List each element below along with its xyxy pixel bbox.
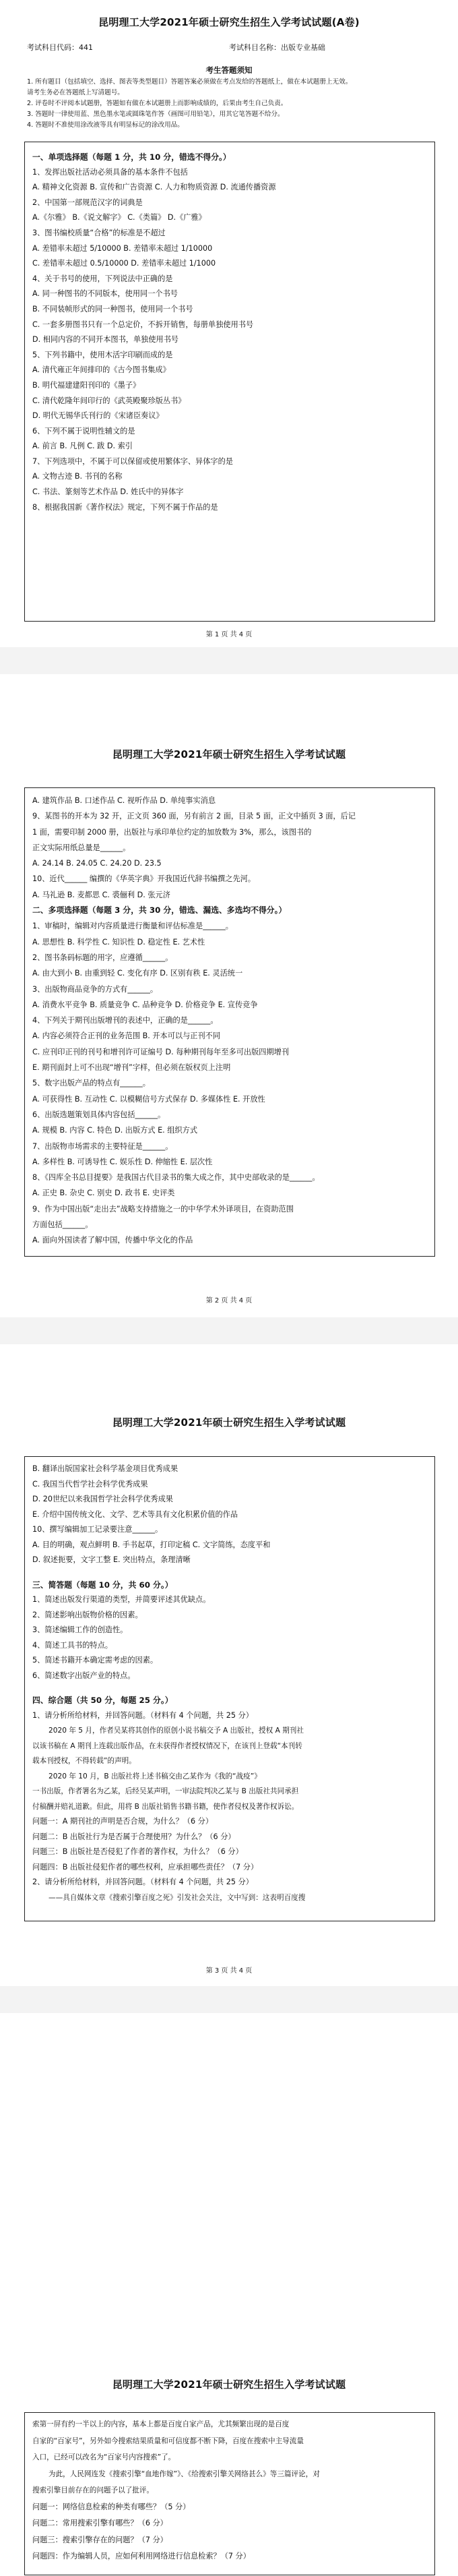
- question-line: 问题四：B 出版社侵犯作者的哪些权利，应承担哪些责任？（7 分）: [32, 1862, 259, 1871]
- question-line: 9、某图书的开本为 32 开，正文页 360 面，另有前言 2 面，目录 5 面，正文中插页 3 面，后记: [32, 812, 356, 821]
- material-line: 入口，已经可以改名为“百家号内容搜索”了。: [32, 2453, 176, 2461]
- notice-title: 考生答题须知: [205, 65, 253, 75]
- material-line: 2020 年 10 月，B 出版社将上述书稿交由乙某作为《我的“战疫”》: [48, 1772, 261, 1780]
- question-line: B. 明代福建建阳刊印的《墨子》: [32, 380, 141, 390]
- question-line: 3、图书编校质量“合格”的标准是不超过: [32, 228, 166, 237]
- question-line: D. 20世纪以来我国哲学社会科学优秀成果: [32, 1495, 173, 1503]
- question-line: 7、下列选项中，不属于可以保留或使用繁体字、异体字的是: [32, 456, 233, 466]
- question-line: 2、图书条码标题的用字，应遵循______。: [32, 953, 173, 962]
- page-footer: 第 3 页 共 4 页: [205, 1967, 253, 1975]
- question-line: 2、请分析所给材料，并回答问题。（材料有 4 个问题，共 25 分）: [32, 1878, 253, 1886]
- question-line: 1、请分析所给材料，并回答问题。（材料有 4 个问题，共 25 分）: [32, 1710, 253, 1720]
- question-line: 5、简述书籍开本确定需考虑的因素。: [32, 1656, 158, 1665]
- question-line: D. 相同内容的不同开本图书，单独使用书号: [32, 335, 179, 345]
- question-line: D. 明代无锡华氏刊行的《宋诸臣奏议》: [32, 411, 164, 421]
- notice-line: 4. 答题时不准使用涂改液等具有明显标记的涂改用品。: [27, 121, 184, 129]
- question-line: 6、简述数字出版产业的特点。: [32, 1671, 135, 1680]
- question-line: A. 马礼逊 B. 麦都思 C. 裘俪利 D. 张元济: [32, 890, 170, 899]
- material-line: 一书出版，作者署名为乙某，后经吴某声明，一审法院判决乙某与 B 出版社共同承担: [32, 1787, 299, 1795]
- question-line: 8、《四库全书总目提要》是我国古代目录书的集大成之作，其中史部收录的是______。: [32, 1173, 320, 1182]
- question-line: 2、中国第一部规范汉字的词典是: [32, 198, 143, 207]
- section-heading: 一、单项选择题（每题 1 分，共 10 分，错选不得分。）: [32, 152, 231, 162]
- question-line: 问题二：B 出版社行为是否属于合理使用？为什么？（6 分）: [32, 1832, 236, 1841]
- page-footer: 第 1 页 共 4 页: [205, 631, 253, 638]
- question-line: 3、简述编辑工作的创造性。: [32, 1625, 128, 1634]
- question-line: C. 我国当代哲学社会科学优秀成果: [32, 1479, 148, 1489]
- question-line: 4、简述工具书的特点。: [32, 1640, 112, 1650]
- question-lines-p2: [32, 793, 427, 1249]
- question-line: 1、发挥出版社活动必须具备的基本条件不包括: [32, 167, 188, 177]
- question-line: A. 前言 B. 凡例 C. 跋 D. 索引: [32, 442, 133, 451]
- question-line: 4、下列关于期刊出版增刊的表述中，正确的是______。: [32, 1016, 218, 1025]
- question-line: 问题一：网络信息检索的种类有哪些？（5 分）: [32, 2502, 191, 2511]
- question-lines-p4: [32, 2416, 427, 2565]
- section-heading: 二、多项选择题（每题 3 分，共 30 分，错选、漏选、多选均不得分。）: [32, 905, 287, 916]
- question-line: A. 建筑作品 B. 口述作品 C. 视听作品 D. 单纯事实消息: [32, 796, 216, 805]
- question-line: 10、撰写编辑加工记录要注意______。: [32, 1525, 163, 1534]
- question-line: 5、数字出版产品的特点有______。: [32, 1079, 150, 1088]
- question-line: 6、出版选题策划具体内容包括______。: [32, 1110, 166, 1119]
- question-line: 问题三：B 出版社是否侵犯了作者的著作权，为什么？（6 分）: [32, 1847, 243, 1856]
- exam-title: 昆明理工大学2021年硕士研究生招生入学考试试题(A卷): [98, 16, 360, 28]
- notice-line: 1. 所有题目（包括填空、选择、图表等类型题目）答题答案必须做在考点发给的答题纸上，做在本试题册上无效。: [27, 78, 352, 86]
- question-lines-p3: [32, 1462, 427, 1905]
- question-line: B. 不同装帧形式的同一种图书，使用同一个书号: [32, 304, 193, 313]
- question-line: E. 期刊面封上可不出现“增刊”字样，但必须在版权页上注明: [32, 1063, 231, 1073]
- question-line: C. 应刊印正刊的刊号和增刊许可证编号 D. 每种期刊每年至多可出版四期增刊: [32, 1047, 290, 1056]
- question-line: 6、下列不属于说明性辅文的是: [32, 426, 135, 436]
- question-line: 9、作为中国出版“走出去”战略支持措施之一的中华学术外译项目，在资助范围: [32, 1204, 294, 1214]
- question-line: 问题三：搜索引擎存在的问题？（7 分）: [32, 2535, 168, 2544]
- question-line: 7、出版物市场需求的主要特征是______。: [32, 1141, 173, 1151]
- question-line: 1、简述出版发行渠道的类型，并简要评述其优缺点。: [32, 1595, 211, 1604]
- material-line: 搜索引擎目前存在的问题予以了批评。: [32, 2486, 154, 2494]
- notice-line: 2. 评卷时不评阅本试题册，答题如有做在本试题册上而影响成绩的，后果由考生自己负责。: [27, 100, 288, 107]
- material-line: 为此，人民网连发《搜索引擎“血地作嫁”》、《给搜索引擎关网络甚么》等三篇评论，对: [48, 2469, 320, 2478]
- material-line: 2020 年 5 月，作者吴某将其创作的原创小说书稿交予 A 出版社，授权 A 期刊社: [48, 1727, 304, 1735]
- question-line: 问题二：常用搜索引擎有哪些？（6 分）: [32, 2519, 168, 2527]
- page-gap: [0, 647, 458, 674]
- question-line: [32, 1683, 427, 1693]
- material-line: 付稿酬并赔礼道歉。但此，用将 B 出版社销售书籍书籍，使作者侵权及著作权诉讼。: [32, 1802, 299, 1811]
- question-line: A. 同一种图书的不同版本，使用同一个书号: [32, 289, 178, 299]
- question-line: 1 面，需要印制 2000 册，出版社与承印单位约定的加放数为 3%，那么，该图书的: [32, 827, 312, 837]
- exam-code: 考试科目代码：441: [27, 43, 93, 52]
- question-line: C. 书法、篆刻等艺术作品 D. 姓氏中的异体字: [32, 487, 184, 497]
- question-line: A. 清代雍正年间排印的《古今图书集成》: [32, 365, 170, 375]
- question-line: A. 精神文化资源 B. 宣传和广告资源 C. 人力和物质资源 D. 流通传播资源: [32, 183, 276, 192]
- question-line: A. 消费水平竞争 B. 质量竞争 C. 品种竞争 D. 价格竞争 E. 宣传竞争: [32, 1000, 258, 1009]
- question-line: 8、根据我国新《著作权法》规定，下列不属于作品的是: [32, 502, 218, 512]
- notice-line: 请考生务必在答题纸上写清题号。: [27, 89, 124, 96]
- question-line: [32, 1568, 427, 1578]
- question-line: A.《尔雅》 B.《说文解字》 C.《类篇》 D.《广雅》: [32, 213, 206, 222]
- material-line: 自家的“百家号”，另外如今搜索结果质量和可信度都不断下降，百度在搜索中主导流量: [32, 2436, 304, 2445]
- question-line: A. 正史 B. 杂史 C. 别史 D. 政书 E. 史评类: [32, 1189, 175, 1198]
- section-heading: 四、综合题（共 50 分，每题 25 分。）: [32, 1696, 173, 1705]
- question-line: A. 思想性 B. 科学性 C. 知识性 D. 稳定性 E. 艺术性: [32, 937, 205, 947]
- question-line: 5、下列书籍中，使用木活字印刷而成的是: [32, 350, 173, 359]
- question-line: 2、简述影响出版物价格的因素。: [32, 1610, 143, 1619]
- question-line: E. 介绍中国传统文化、文学、艺术等具有文化积累价值的作品: [32, 1509, 238, 1519]
- question-line: 问题四：作为编辑人员，应如何利用网络进行信息检索？（7 分）: [32, 2552, 251, 2560]
- question-line: D. 叙述扼要，文字工整 E. 突出特点，条理清晰: [32, 1555, 191, 1564]
- question-line: A. 内容必须符合正刊的业务范围 B. 开本可以与正刊不同: [32, 1031, 221, 1041]
- question-line: C. 差错率未超过 0.5/10000 D. 差错率未超过 1/1000: [32, 259, 216, 268]
- page-gap: [0, 1317, 458, 1344]
- question-line: 10、近代______ 编撰的《华英字典》开我国近代辞书编撰之先河。: [32, 874, 256, 884]
- question-line: 1、审稿时，编辑对内容质量进行衡量和评估标准是______。: [32, 922, 233, 931]
- question-line: A. 由大到小 B. 由重到轻 C. 变化有序 D. 区别有秩 E. 灵活统一: [32, 969, 243, 978]
- exam-title: 昆明理工大学2021年硕士研究生招生入学考试试题: [112, 748, 346, 760]
- question-lines-p1: [32, 150, 427, 515]
- question-line: A. 差错率未超过 5/10000 B. 差错率未超过 1/10000: [32, 243, 213, 253]
- question-line: 正文实际用纸总量是______。: [32, 843, 131, 852]
- question-line: A. 面向外国读者了解中国，传播中华文化的作品: [32, 1236, 193, 1245]
- page-gap: [0, 1986, 458, 2013]
- question-line: C. 一套多册图书只有一个总定价，不拆开销售，每册单独使用书号: [32, 320, 254, 329]
- question-line: 方面包括______。: [32, 1220, 93, 1230]
- material-line: 索第一屏有约一半以上的内容，基本上都是百度自家产品，尤其频繁出现的是百度: [32, 2420, 290, 2428]
- question-line: A. 24.14 B. 24.05 C. 24.20 D. 23.5: [32, 859, 162, 868]
- question-line: B. 翻译出版国家社会科学基金项目优秀成果: [32, 1464, 178, 1473]
- exam-title: 昆明理工大学2021年硕士研究生招生入学考试试题: [112, 1416, 346, 1429]
- material-line: 载本刊授权，不得转载”的声明。: [32, 1757, 136, 1765]
- page-footer: 第 2 页 共 4 页: [205, 1297, 253, 1305]
- question-line: A. 多样性 B. 可诱导性 C. 娱乐性 D. 伸缩性 E. 层次性: [32, 1157, 213, 1166]
- notice-block: [27, 77, 431, 131]
- section-heading: 三、简答题（每题 10 分，共 60 分。）: [32, 1580, 173, 1590]
- exam-info-row: [27, 42, 431, 53]
- exam-subject: 考试科目名称：出版专业基础: [229, 43, 325, 52]
- question-line: 3、出版物商品竞争的方式有______。: [32, 984, 158, 994]
- material-line: 以该书稿在 A 期刊上连载出版作品，在未获得作者授权情况下，在该刊上登载“本刊转: [32, 1741, 302, 1750]
- question-line: A. 可获得性 B. 互动性 C. 以模糊信号方式保存 D. 多媒体性 E. 开放性: [32, 1094, 265, 1104]
- question-line: 问题一：A 期刊社的声明是否合规，为什么？（6 分）: [32, 1817, 214, 1826]
- question-line: C. 清代乾隆年间印行的《武英殿聚珍版丛书》: [32, 396, 186, 405]
- notice-line: 3. 答题时一律使用蓝、黑色墨水笔或圆珠笔作答（画图可用铅笔），用其它笔答题不给分。: [27, 111, 284, 118]
- exam-title: 昆明理工大学2021年硕士研究生招生入学考试试题: [112, 2378, 346, 2391]
- question-line: A. 规模 B. 内容 C. 特色 D. 出版方式 E. 组织方式: [32, 1126, 198, 1135]
- question-line: A. 文物古迹 B. 书刊的名称: [32, 472, 123, 481]
- question-line: 4、关于书号的使用，下列说法中正确的是: [32, 274, 173, 283]
- question-line: A. 目的明确，观点鲜明 B. 手书起草，打印定稿 C. 文字简练，态度平和: [32, 1540, 271, 1549]
- material-line: ——具自媒体文章《搜索引擎百度之死》引发社会关注，文中写到：这表明百度搜: [48, 1893, 306, 1902]
